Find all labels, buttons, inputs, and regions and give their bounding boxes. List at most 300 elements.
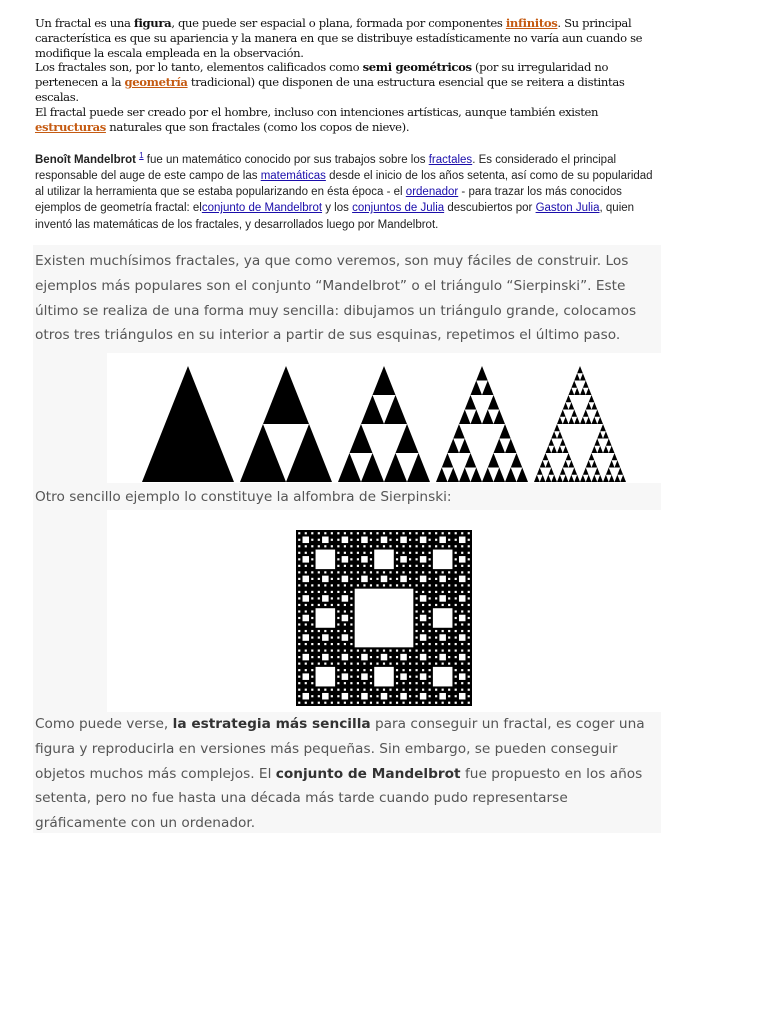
carpet-hole: [311, 676, 313, 678]
carpet-hole: [350, 571, 352, 573]
carpet-hole: [416, 695, 418, 697]
carpet-hole: [442, 571, 444, 573]
carpet-hole: [455, 656, 457, 658]
carpet-hole: [389, 650, 391, 652]
carpet-hole: [337, 689, 339, 691]
carpet-hole: [337, 650, 339, 652]
carpet-hole: [311, 545, 313, 547]
carpet-hole: [422, 591, 424, 593]
carpet-hole: [311, 682, 313, 684]
carpet-hole: [468, 571, 470, 573]
carpet-hole: [433, 608, 453, 628]
sierpinski-carpet-figure: [107, 510, 661, 712]
carpet-hole: [357, 539, 359, 541]
carpet-hole: [468, 532, 470, 534]
carpet-hole: [337, 565, 339, 567]
carpet-hole: [342, 537, 349, 544]
carpet-hole: [305, 682, 307, 684]
matematicas-link[interactable]: matemáticas: [260, 170, 326, 183]
carpet-hole: [357, 656, 359, 658]
carpet-hole: [311, 669, 313, 671]
carpet-hole: [468, 650, 470, 652]
carpet-hole: [363, 663, 365, 665]
panel-text: para conseguir un fractal, es coger una figura y reproducirla en versiones más pequeñas. Sin embargo, se pueden conseguir objetos muchos más complejos. El: [35, 716, 645, 782]
carpet-hole: [350, 676, 352, 678]
carpet-hole: [311, 552, 313, 554]
carpet-hole: [350, 643, 352, 645]
carpet-hole: [420, 576, 427, 583]
carpet-hole: [468, 604, 470, 606]
carpet-hole: [429, 545, 431, 547]
carpet-hole: [318, 545, 320, 547]
carpet-hole: [381, 693, 388, 700]
carpet-hole: [422, 702, 424, 704]
carpet-hole: [448, 656, 450, 658]
carpet-hole: [383, 702, 385, 704]
carpet-hole: [435, 532, 437, 534]
fractales-link[interactable]: fractales: [428, 153, 473, 166]
carpet-hole: [429, 695, 431, 697]
carpet-hole: [416, 584, 418, 586]
carpet-hole: [455, 669, 457, 671]
carpet-hole: [342, 556, 349, 563]
carpet-hole: [461, 584, 463, 586]
carpet-hole: [468, 623, 470, 625]
carpet-hole: [429, 604, 431, 606]
carpet-hole: [298, 617, 300, 619]
carpet-hole: [448, 578, 450, 580]
conjunto-mandelbrot-link[interactable]: conjunto de Mandelbrot: [201, 202, 323, 215]
carpet-hole: [331, 571, 333, 573]
carpet-hole: [357, 669, 359, 671]
carpet-hole: [409, 552, 411, 554]
conjuntos-julia-link[interactable]: conjuntos de Julia: [352, 202, 445, 215]
carpet-hole: [318, 636, 320, 638]
carpet-hole: [370, 702, 372, 704]
carpet-hole: [429, 610, 431, 612]
intro-text: naturales que son fractales (como los copos de nieve).: [105, 119, 410, 134]
carpet-hole: [461, 623, 463, 625]
carpet-hole: [331, 702, 333, 704]
intro-text: Los fractales son, por lo tanto, elementos calificados como: [35, 60, 363, 75]
carpet-hole: [363, 584, 365, 586]
carpet-hole: [298, 591, 300, 593]
carpet-hole: [435, 643, 437, 645]
carpet-hole: [433, 667, 453, 687]
body-text: - para trazar los más conocidos ejemplos de geometría fractal: el: [35, 186, 622, 215]
carpet-hole: [422, 650, 424, 652]
carpet-hole: [409, 584, 411, 586]
carpet-hole: [448, 695, 450, 697]
carpet-hole: [455, 663, 457, 665]
carpet-hole: [455, 650, 457, 652]
carpet-hole: [350, 597, 352, 599]
carpet-hole: [303, 576, 310, 583]
carpet-hole: [324, 591, 326, 593]
carpet-hole: [318, 604, 320, 606]
carpet-hole: [448, 584, 450, 586]
carpet-hole: [429, 630, 431, 632]
carpet-hole: [361, 576, 368, 583]
carpet-hole: [429, 623, 431, 625]
carpet-hole: [429, 597, 431, 599]
intro-text: . Su principal característica es que su apariencia y la manera en que se distribuye estadísticamente no varía aun cuando se modifique la escala empleada en la observación.: [35, 16, 643, 60]
carpet-hole: [337, 663, 339, 665]
carpet-hole: [409, 689, 411, 691]
gaston-julia-link[interactable]: Gaston Julia: [535, 202, 600, 215]
carpet-hole: [370, 532, 372, 534]
carpet-hole: [370, 545, 372, 547]
carpet-hole: [342, 576, 349, 583]
carpet-hole: [468, 636, 470, 638]
carpet-hole: [344, 604, 346, 606]
carpet-hole: [402, 565, 404, 567]
carpet-hole: [435, 650, 437, 652]
carpet-hole: [311, 656, 313, 658]
carpet-hole: [389, 584, 391, 586]
carpet-hole: [298, 630, 300, 632]
carpet-hole: [324, 584, 326, 586]
carpet-hole: [311, 571, 313, 573]
body-text: desde el inicio de los años setenta, así como de su popularidad al utilizar la herramienta que se estaba popularizando en ésta época - el: [35, 170, 653, 199]
carpet-hole: [435, 636, 437, 638]
carpet-hole: [370, 656, 372, 658]
carpet-hole: [318, 578, 320, 580]
carpet-hole: [448, 663, 450, 665]
reference-link[interactable]: 1: [139, 151, 144, 160]
carpet-hole: [337, 656, 339, 658]
carpet-hole: [337, 643, 339, 645]
carpet-hole: [337, 558, 339, 560]
carpet-hole: [370, 676, 372, 678]
carpet-hole: [311, 597, 313, 599]
carpet-hole: [400, 654, 407, 661]
carpet-hole: [396, 656, 398, 658]
carpet-hole: [344, 623, 346, 625]
carpet-hole: [381, 654, 388, 661]
carpet-hole: [435, 656, 437, 658]
carpet-hole: [455, 539, 457, 541]
carpet-hole: [337, 584, 339, 586]
carpet-hole: [455, 552, 457, 554]
carpet-hole: [402, 552, 404, 554]
carpet-hole: [400, 576, 407, 583]
carpet-hole: [344, 650, 346, 652]
body-text: . Es considerado el principal responsable del auge de este campo de las: [35, 153, 617, 183]
carpet-hole: [459, 576, 466, 583]
carpet-hole: [381, 576, 388, 583]
carpet-hole: [400, 673, 407, 680]
carpet-hole: [389, 571, 391, 573]
carpet-hole: [435, 578, 437, 580]
carpet-hole: [468, 656, 470, 658]
carpet-hole: [305, 630, 307, 632]
carpet-hole: [461, 689, 463, 691]
carpet-hole: [318, 663, 320, 665]
carpet-hole: [468, 584, 470, 586]
carpet-hole: [361, 537, 368, 544]
carpet-hole: [429, 558, 431, 560]
carpet-hole: [303, 634, 310, 641]
carpet-hole: [331, 532, 333, 534]
carpet-hole: [303, 615, 310, 622]
carpet-hole: [455, 578, 457, 580]
carpet-hole: [370, 539, 372, 541]
carpet-hole: [416, 545, 418, 547]
carpet-hole: [298, 669, 300, 671]
carpet-hole: [396, 558, 398, 560]
carpet-hole: [459, 673, 466, 680]
carpet-hole: [357, 552, 359, 554]
carpet-hole: [402, 682, 404, 684]
carpet-hole: [331, 636, 333, 638]
carpet-hole: [402, 689, 404, 691]
carpet-hole: [409, 539, 411, 541]
carpet-hole: [357, 584, 359, 586]
carpet-hole: [322, 693, 329, 700]
carpet-hole: [324, 689, 326, 691]
carpet-hole: [435, 571, 437, 573]
carpet-hole: [337, 591, 339, 593]
carpet-hole: [455, 623, 457, 625]
carpet-hole: [357, 571, 359, 573]
carpet-hole: [429, 617, 431, 619]
carpet-hole: [429, 565, 431, 567]
carpet-hole: [442, 545, 444, 547]
carpet-hole: [416, 669, 418, 671]
carpet-hole: [318, 571, 320, 573]
carpet-hole: [416, 610, 418, 612]
carpet-hole: [311, 643, 313, 645]
carpet-hole: [448, 643, 450, 645]
carpet-hole: [357, 695, 359, 697]
carpet-hole: [344, 610, 346, 612]
carpet-hole: [344, 669, 346, 671]
carpet-hole: [396, 532, 398, 534]
carpet-hole: [305, 552, 307, 554]
sierpinski-triangles-figure: [107, 353, 661, 483]
carpet-hole: [331, 539, 333, 541]
carpet-hole: [318, 650, 320, 652]
carpet-hole: [448, 532, 450, 534]
carpet-hole: [311, 650, 313, 652]
geometria-link[interactable]: geometría: [124, 75, 188, 90]
carpet-hole: [298, 676, 300, 678]
carpet-hole: [448, 689, 450, 691]
intro-text: , que puede ser espacial o plana, formada por componentes: [171, 16, 506, 30]
carpet-hole: [422, 545, 424, 547]
panel-text: fue propuesto en los años setenta, pero no fue hasta una década más tarde cuando pudo representarse gráficamente con un ordenador.: [35, 765, 643, 832]
body-text: descubiertos por: [444, 202, 536, 215]
carpet-hole: [337, 532, 339, 534]
carpet-hole: [422, 623, 424, 625]
carpet-hole: [331, 545, 333, 547]
carpet-hole: [409, 571, 411, 573]
carpet-hole: [363, 571, 365, 573]
carpet-hole: [455, 597, 457, 599]
carpet-hole: [311, 591, 313, 593]
carpet-hole: [459, 693, 466, 700]
carpet-hole: [350, 663, 352, 665]
carpet-hole: [468, 539, 470, 541]
carpet-hole: [435, 695, 437, 697]
carpet-hole: [298, 656, 300, 658]
estructuras-link[interactable]: estructuras: [35, 119, 106, 134]
body-text: y los: [322, 202, 353, 215]
carpet-hole: [429, 552, 431, 554]
carpet-hole: [350, 584, 352, 586]
carpet-hole: [468, 610, 470, 612]
carpet-hole: [448, 591, 450, 593]
carpet-hole: [455, 636, 457, 638]
carpet-hole: [400, 693, 407, 700]
carpet-hole: [361, 693, 368, 700]
carpet-hole: [383, 545, 385, 547]
carpet-hole: [429, 539, 431, 541]
carpet-hole: [298, 623, 300, 625]
carpet-hole: [318, 689, 320, 691]
carpet-hole: [376, 539, 378, 541]
carpet-hole: [324, 532, 326, 534]
carpet-hole: [311, 663, 313, 665]
carpet-hole: [298, 695, 300, 697]
carpet-hole: [383, 584, 385, 586]
carpet-hole: [376, 584, 378, 586]
carpet-hole: [363, 669, 365, 671]
carpet-hole: [337, 682, 339, 684]
carpet-hole: [429, 669, 431, 671]
carpet-hole: [435, 630, 437, 632]
carpet-hole: [416, 623, 418, 625]
carpet-hole: [363, 565, 365, 567]
carpet-hole: [442, 663, 444, 665]
carpet-hole: [435, 591, 437, 593]
carpet-hole: [409, 669, 411, 671]
carpet-hole: [322, 576, 329, 583]
carpet-hole: [389, 689, 391, 691]
carpet-hole: [298, 663, 300, 665]
carpet-hole: [455, 558, 457, 560]
carpet-hole: [350, 689, 352, 691]
carpet-hole: [376, 650, 378, 652]
carpet-hole: [442, 584, 444, 586]
carpet-hole: [350, 552, 352, 554]
carpet-hole: [376, 663, 378, 665]
carpet-hole: [298, 597, 300, 599]
carpet-hole: [420, 634, 427, 641]
mandelbrot-set-term: conjunto de Mandelbrot: [275, 765, 461, 782]
panel-paragraph-2: Otro sencillo ejemplo lo constituye la alfombra de Sierpinski:: [35, 489, 452, 505]
carpet-hole: [324, 571, 326, 573]
carpet-hole: [448, 604, 450, 606]
carpet-hole: [337, 702, 339, 704]
carpet-hole: [435, 545, 437, 547]
carpet-hole: [416, 565, 418, 567]
carpet-hole: [416, 578, 418, 580]
carpet-hole: [383, 689, 385, 691]
carpet-hole: [448, 702, 450, 704]
carpet-hole: [376, 545, 378, 547]
carpet-hole: [416, 689, 418, 691]
carpet-hole: [461, 663, 463, 665]
carpet-hole: [305, 565, 307, 567]
carpet-hole: [422, 689, 424, 691]
carpet-hole: [311, 532, 313, 534]
carpet-hole: [311, 617, 313, 619]
sierpinski-carpet-image: [107, 510, 661, 712]
carpet-hole: [448, 650, 450, 652]
carpet-hole: [337, 636, 339, 638]
carpet-hole: [350, 610, 352, 612]
carpet-hole: [435, 689, 437, 691]
carpet-hole: [420, 615, 427, 622]
carpet-hole: [383, 571, 385, 573]
carpet-hole: [435, 584, 437, 586]
carpet-hole: [422, 663, 424, 665]
carpet-hole: [342, 615, 349, 622]
intro-line-3: [35, 105, 665, 135]
carpet-hole: [420, 537, 427, 544]
carpet-hole: [429, 676, 431, 678]
carpet-hole: [370, 565, 372, 567]
carpet-hole: [396, 539, 398, 541]
carpet-hole: [383, 650, 385, 652]
carpet-hole: [416, 650, 418, 652]
carpet-hole: [468, 676, 470, 678]
carpet-hole: [318, 591, 320, 593]
carpet-hole: [389, 532, 391, 534]
carpet-hole: [429, 591, 431, 593]
carpet-hole: [350, 604, 352, 606]
carpet-hole: [389, 578, 391, 580]
carpet-hole: [455, 695, 457, 697]
carpet-hole: [305, 650, 307, 652]
carpet-hole: [461, 604, 463, 606]
carpet-hole: [331, 584, 333, 586]
carpet-hole: [298, 650, 300, 652]
carpet-hole: [422, 682, 424, 684]
carpet-hole: [416, 591, 418, 593]
carpet-hole: [363, 702, 365, 704]
ordenador-link[interactable]: ordenador: [405, 186, 459, 199]
carpet-hole: [350, 656, 352, 658]
carpet-hole: [305, 643, 307, 645]
carpet-hole: [337, 545, 339, 547]
carpet-hole: [337, 669, 339, 671]
carpet-hole: [370, 689, 372, 691]
carpet-hole: [305, 604, 307, 606]
carpet-hole: [298, 682, 300, 684]
carpet-hole: [383, 663, 385, 665]
carpet-hole: [331, 597, 333, 599]
carpet-hole: [461, 669, 463, 671]
carpet-hole: [468, 630, 470, 632]
carpet-hole: [420, 693, 427, 700]
carpet-hole: [303, 556, 310, 563]
carpet-hole: [331, 663, 333, 665]
carpet-hole: [311, 689, 313, 691]
carpet-hole: [468, 669, 470, 671]
carpet-hole: [376, 571, 378, 573]
infinitos-link[interactable]: infinitos: [505, 16, 558, 30]
carpet-hole: [468, 617, 470, 619]
carpet-hole: [370, 650, 372, 652]
carpet-hole: [435, 663, 437, 665]
carpet-hole: [324, 643, 326, 645]
carpet-hole: [350, 539, 352, 541]
carpet-hole: [357, 578, 359, 580]
carpet-hole: [416, 552, 418, 554]
